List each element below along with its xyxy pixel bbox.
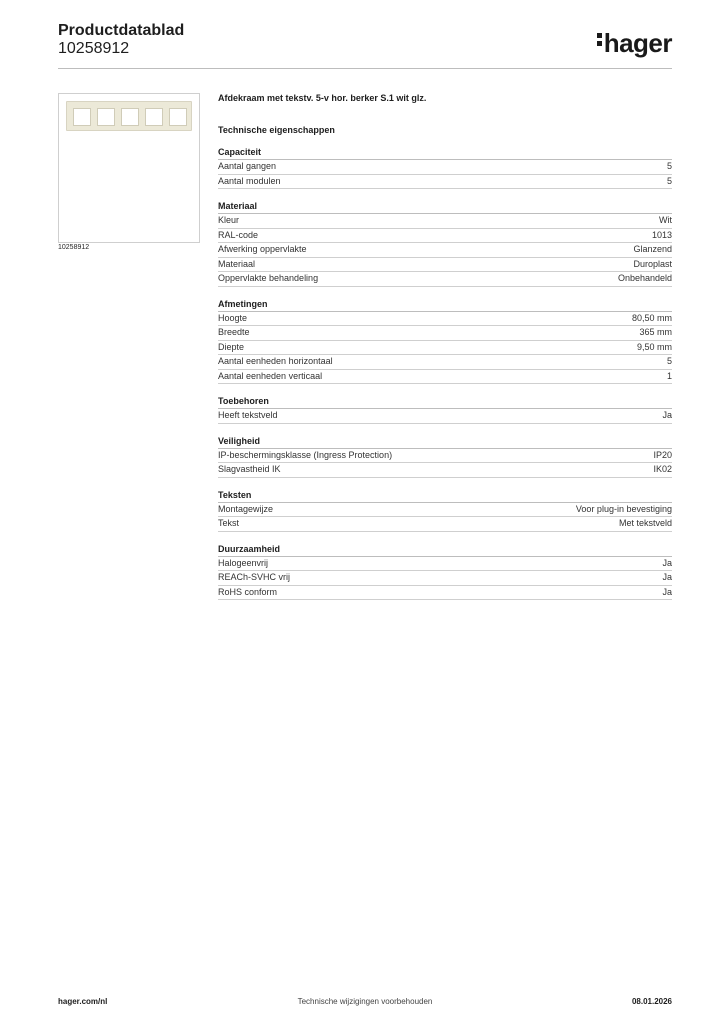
- spec-label: Afwerking oppervlakte: [218, 244, 307, 254]
- footer-date: 08.01.2026: [631, 997, 672, 1006]
- spec-row: [218, 258, 672, 273]
- spec-value: 5: [666, 356, 672, 366]
- spec-row: [218, 229, 672, 244]
- product-name: Afdekraam met tekstv. 5-v hor. berker S.1 wit glz.: [218, 93, 427, 103]
- spec-section: [218, 435, 672, 478]
- spec-value: Glanzend: [633, 244, 672, 254]
- spec-row: [218, 326, 672, 341]
- frame-slot: [121, 108, 139, 126]
- product-details: [218, 93, 672, 611]
- hager-dots-logo-icon: [597, 33, 602, 49]
- page-title: Productdatablad: [58, 22, 185, 39]
- spec-row: [218, 463, 672, 478]
- spec-label: Tekst: [218, 518, 240, 528]
- section-title: Teksten: [218, 489, 672, 503]
- spec-section: [218, 298, 672, 385]
- spec-value: IP20: [653, 449, 672, 460]
- section-title: Veiligheid: [218, 435, 672, 449]
- frame-slot: [169, 108, 187, 126]
- spec-label: Aantal gangen: [218, 161, 277, 171]
- spec-value: Voor plug-in bevestiging: [575, 503, 672, 514]
- page-header: [58, 22, 672, 68]
- logo-text: hager: [603, 28, 672, 58]
- section-title: Capaciteit: [218, 146, 672, 160]
- spec-value: 5: [666, 161, 672, 171]
- spec-section: [218, 395, 672, 424]
- spec-label: Slagvastheid IK: [218, 464, 281, 474]
- spec-value: 1013: [651, 229, 672, 240]
- spec-section: [218, 489, 672, 532]
- spec-label: REACh-SVHC vrij: [218, 572, 291, 582]
- spec-label: Breedte: [218, 327, 250, 337]
- spec-row: [218, 341, 672, 356]
- spec-label: IP-beschermingsklasse (Ingress Protection): [218, 449, 393, 460]
- frame-slot: [97, 108, 115, 126]
- header-divider: [58, 68, 672, 69]
- spec-label: RoHS conform: [218, 586, 278, 597]
- spec-label: Oppervlakte behandeling: [218, 273, 319, 283]
- spec-label: Montagewijze: [218, 503, 274, 514]
- section-title: Materiaal: [218, 200, 672, 214]
- spec-row: [218, 557, 672, 572]
- spec-label: Kleur: [218, 215, 240, 225]
- spec-label: Diepte: [218, 341, 245, 352]
- spec-row: [218, 409, 672, 424]
- spec-row: [218, 586, 672, 601]
- product-image: [58, 93, 200, 243]
- cover-frame-illustration: [66, 101, 192, 131]
- spec-value: Ja: [662, 557, 672, 568]
- spec-value: IK02: [653, 464, 672, 474]
- spec-row: [218, 370, 672, 385]
- spec-label: Materiaal: [218, 258, 256, 269]
- spec-label: Halogeenvrij: [218, 557, 269, 568]
- spec-row: [218, 312, 672, 327]
- spec-row: [218, 160, 672, 175]
- spec-label: Aantal eenheden horizontaal: [218, 356, 333, 366]
- spec-value: Onbehandeld: [617, 273, 672, 283]
- frame-slot: [145, 108, 163, 126]
- image-caption: 10258912: [58, 244, 90, 251]
- spec-section: [218, 146, 672, 189]
- spec-row: [218, 214, 672, 229]
- spec-section: [218, 200, 672, 287]
- spec-value: Ja: [662, 410, 672, 420]
- spec-section: [218, 543, 672, 601]
- spec-value: 1: [666, 370, 672, 381]
- section-title: Afmetingen: [218, 298, 672, 312]
- spec-label: Hoogte: [218, 312, 248, 323]
- technical-properties-heading: Technische eigenschappen: [218, 125, 335, 135]
- hager-logo: [597, 28, 672, 59]
- spec-label: Heeft tekstveld: [218, 410, 278, 420]
- spec-value: 9,50 mm: [636, 341, 672, 352]
- section-title: Duurzaamheid: [218, 543, 672, 557]
- footer-website: hager.com/nl: [58, 997, 108, 1006]
- spec-value: Ja: [662, 586, 672, 597]
- spec-value: Wit: [659, 215, 672, 225]
- frame-slot: [73, 108, 91, 126]
- spec-label: Aantal modulen: [218, 175, 281, 186]
- spec-row: [218, 272, 672, 287]
- section-title: Toebehoren: [218, 395, 672, 409]
- product-number: 10258912: [58, 40, 130, 57]
- spec-row: [218, 517, 672, 532]
- spec-label: RAL-code: [218, 229, 259, 240]
- footer-disclaimer: Technische wijzigingen voorbehouden: [297, 997, 433, 1006]
- spec-row: [218, 571, 672, 586]
- spec-row: [218, 449, 672, 464]
- spec-row: [218, 243, 672, 258]
- spec-value: Met tekstveld: [618, 518, 672, 528]
- spec-value: 5: [666, 175, 672, 186]
- spec-row: [218, 355, 672, 370]
- spec-row: [218, 175, 672, 190]
- spec-label: Aantal eenheden verticaal: [218, 370, 323, 381]
- spec-value: Ja: [662, 572, 672, 582]
- spec-value: Duroplast: [633, 258, 672, 269]
- spec-sections: [218, 146, 672, 600]
- spec-value: 365 mm: [639, 327, 672, 337]
- spec-value: 80,50 mm: [631, 312, 672, 323]
- spec-row: [218, 503, 672, 518]
